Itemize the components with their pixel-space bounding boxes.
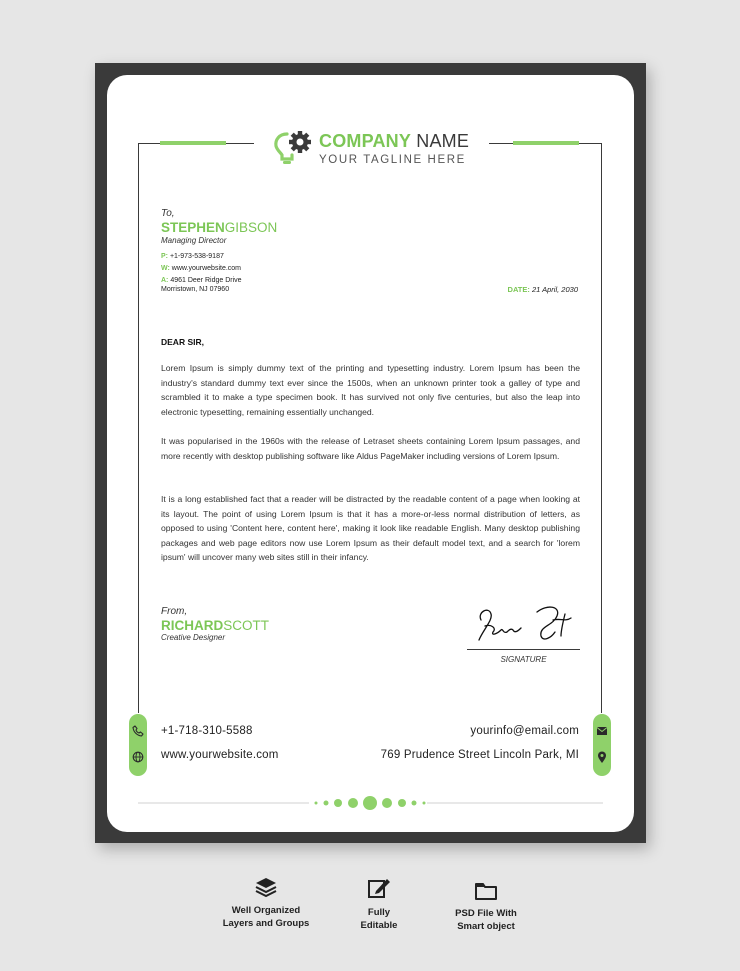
- recipient-last-name: GIBSON: [224, 220, 278, 235]
- feature-editable: [334, 876, 424, 932]
- recipient-phone: [161, 253, 224, 260]
- web-value: www.yourwebsite.com: [171, 265, 242, 272]
- footer-pill-right: [593, 714, 611, 776]
- sender-first-name: RICHARD: [161, 618, 224, 633]
- recipient-name: [161, 220, 277, 235]
- footer-website: www.yourwebsite.com: [161, 749, 279, 761]
- from-label: From,: [161, 606, 188, 617]
- footer-pill-left: [129, 714, 147, 776]
- date-label: DATE:: [507, 285, 530, 294]
- feature-layers-line2: Layers and Groups: [222, 918, 310, 929]
- address-label: A:: [161, 277, 169, 284]
- feature-psd-line2: Smart object: [457, 921, 515, 932]
- tagline: YOUR TAGLINE HERE: [319, 154, 466, 166]
- header-accent-left: [160, 141, 226, 145]
- footer-dot-divider: [107, 795, 634, 811]
- signature-line: [467, 649, 580, 650]
- globe-icon: [132, 751, 144, 763]
- letterhead-page: [107, 75, 634, 832]
- feature-layers-line1: Well Organized: [231, 905, 301, 916]
- email-icon: [596, 726, 608, 736]
- signature-label: SIGNATURE: [500, 655, 547, 664]
- footer-phone: +1-718-310-5588: [161, 725, 253, 737]
- footer-email: yourinfo@email.com: [470, 725, 579, 737]
- recipient-role: Managing Director: [161, 236, 227, 245]
- feature-editable-line1: Fully: [367, 907, 391, 918]
- body-paragraph-2: It was popularised in the 1960s with the release of Letraset sheets containing Lorem Ipsum passages, and more recently with desktop publishing software like Aldus PageMaker including versions of Lorem Ipsum.: [161, 436, 580, 461]
- feature-layers: [208, 876, 324, 930]
- recipient-address-line2: Morristown, NJ 07960: [161, 286, 230, 293]
- recipient-website: [161, 265, 241, 272]
- feature-editable-line2: Editable: [360, 920, 398, 931]
- body-paragraph-1: Lorem Ipsum is simply dummy text of the printing and typesetting industry. Lorem Ipsum has been the industry's standard dummy text ever since the 1500s, when an unknown printer took a galley of type and scrambled it to make a type specimen book. It has survived not only five centuries, but also the leap into electronic typesetting, remaining essentially unchanged.: [161, 363, 580, 417]
- recipient-address: [161, 277, 242, 284]
- web-label: W:: [161, 265, 170, 272]
- edit-icon: [367, 876, 391, 900]
- feature-psd-line1: PSD File With: [455, 908, 517, 919]
- sender-name: [161, 618, 269, 633]
- folder-icon: [474, 881, 498, 901]
- company-name: [319, 131, 469, 151]
- logo-text: [319, 131, 469, 166]
- feature-psd: [436, 881, 536, 933]
- location-pin-icon: [596, 751, 608, 764]
- footer-address: 769 Prudence Street Lincoln Park, MI: [380, 749, 579, 761]
- letter-date: [508, 285, 578, 294]
- phone-label: P:: [161, 253, 168, 260]
- border-line-right: [601, 143, 602, 713]
- body-paragraph-3: It is a long established fact that a reader will be distracted by the readable content of a page when looking at its layout. The point of using Lorem Ipsum is that it has a more-or-less normal distribution of letters, as opposed to using 'Content here, content here', making it look like readable English. Many desktop publishing packages and web page editors now use Lorem Ipsum as their default model text, and a search for 'lorem ipsum' will uncover many web sites still in their infancy.: [161, 494, 580, 563]
- header-accent-right: [513, 141, 579, 145]
- lightbulb-gear-icon: [273, 128, 315, 168]
- feature-list: [0, 870, 740, 970]
- phone-value: +1-973-538-9187: [169, 253, 224, 260]
- sender-last-name: SCOTT: [223, 618, 269, 633]
- phone-icon: [132, 725, 144, 737]
- to-label: To,: [161, 208, 175, 219]
- company-word: COMPANY: [319, 131, 412, 151]
- border-line-left: [138, 143, 139, 713]
- handwritten-signature: [467, 600, 580, 650]
- greeting: DEAR SIR,: [161, 337, 204, 347]
- sender-role: Creative Designer: [161, 633, 226, 642]
- date-value: 21 April, 2030: [531, 285, 578, 294]
- address-line1: 4961 Deer Ridge Drive: [170, 277, 242, 284]
- layers-icon: [254, 876, 278, 898]
- name-word: NAME: [416, 131, 470, 151]
- recipient-first-name: STEPHEN: [161, 220, 225, 235]
